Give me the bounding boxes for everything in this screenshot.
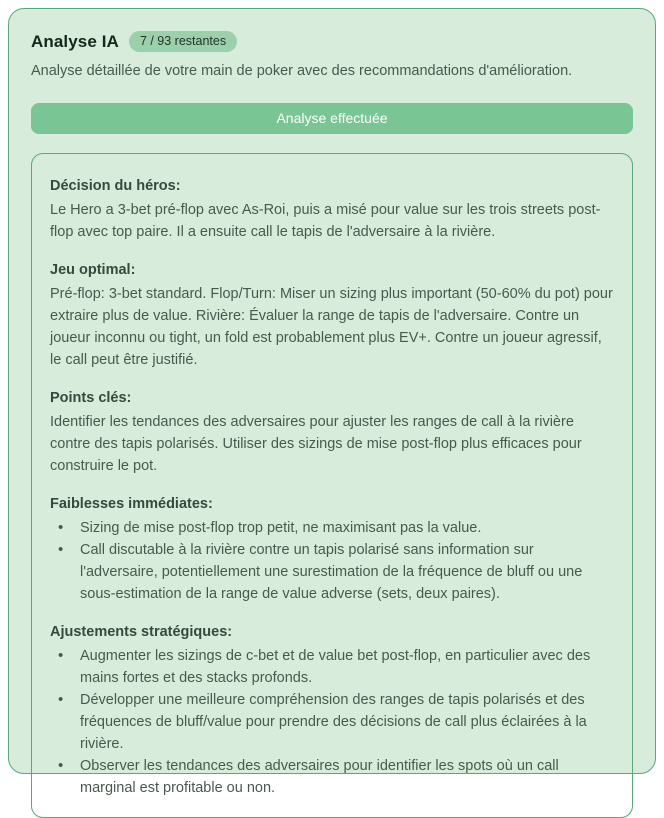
section-paragraph: Le Hero a 3-bet pré-flop avec As-Roi, puis a misé pour value sur les trois streets post-flop avec top paire. Il a ensuite call le tapis de l'adversaire à la rivière. [50,202,601,240]
section-strategic-adjustments [50,624,614,799]
section-paragraph: Identifier les tendances des adversaires pour ajuster les ranges de call à la rivière contre des tapis polarisés. Utiliser des sizings de mise post-flop plus efficaces pour construire le pot. [50,414,582,474]
list-item: • Observer les tendances des adversaires pour identifier les spots où un call marginal est profitable ou non. [50,755,614,799]
section-hero-decision [50,178,614,243]
section-heading: Jeu optimal: [50,262,136,278]
list-item: • Sizing de mise post-flop trop petit, ne maximisant pas la value. [50,517,614,539]
section-paragraph: Pré-flop: 3-bet standard. Flop/Turn: Miser un sizing plus important (50-60% du pot) pour extraire plus de value. Rivière: Évaluer la range de tapis de l'adversaire. Contre un joueur inconnu ou tight, un fold est probablement plus EV+. Contre un joueur agressif, le call peut être justifié. [50,286,613,368]
analyse-ia-card [8,8,656,796]
list-item: • Call discutable à la rivière contre un tapis polarisé sans information sur l'adversaire, potentiellement une surestimation de la fréquence de bluff ou une sous-estimation de la range de value adverse (sets, deux paires). [50,539,614,605]
remaining-credits-badge: 7 / 93 restantes [129,31,237,52]
list-item: • Développer une meilleure compréhension des ranges de tapis polarisés et des fréquences de bluff/value pour prendre des décisions de call plus éclairées à la rivière. [50,689,614,755]
analysis-done-button[interactable]: Analyse effectuée [31,103,633,134]
list-item: • Augmenter les sizings de c-bet et de value bet post-flop, en particulier avec des mains fortes et des stacks profonds. [50,645,614,689]
page-title: Analyse IA [31,31,119,51]
section-heading: Points clés: [50,390,132,406]
section-heading: Faiblesses immédiates: [50,496,213,512]
section-heading: Décision du héros: [50,178,181,194]
section-heading: Ajustements stratégiques: [50,624,233,640]
analysis-result-panel [31,153,633,818]
section-immediate-weaknesses [50,496,614,605]
bullet-list [50,645,614,799]
section-optimal-play [50,262,614,371]
section-key-points [50,390,614,477]
card-header [31,31,633,52]
card-description: Analyse détaillée de votre main de poker avec des recommandations d'amélioration. [31,63,573,79]
bullet-list [50,517,614,605]
